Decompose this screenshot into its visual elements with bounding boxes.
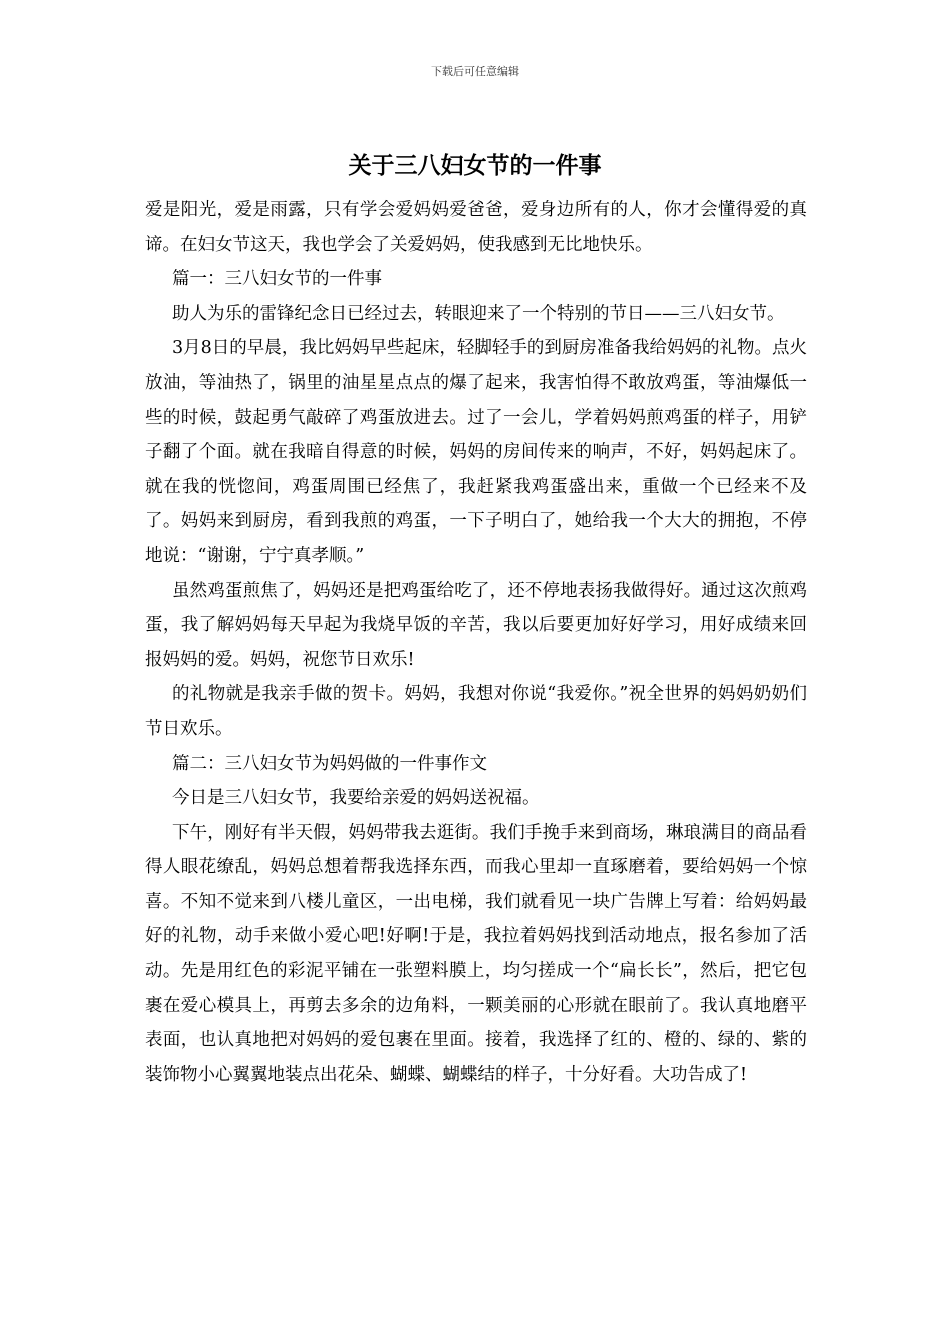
paragraph: 3月8日的早晨，我比妈妈早些起床，轻脚轻手的到厨房准备我给妈妈的礼物。点火放油，等油热了，锅里的油星星点点的爆了起来，我害怕得不敢放鸡蛋，等油爆低一些的时候，鼓起勇气敲碎了鸡蛋放进去。过了一会儿，学着妈妈煎鸡蛋的样子，用铲子翻了个面。就在我暗自得意的时候，妈妈的房间传来的响声，不好，妈妈起床了。就在我的恍惚间，鸡蛋周围已经焦了，我赶紧我鸡蛋盛出来，重做一个已经来不及了。妈妈来到厨房，看到我煎的鸡蛋，一下子明白了，她给我一个大大的拥抱，不停地说：“谢谢，宁宁真孝顺。” <box>145 338 807 566</box>
page-header-note: 下载后可任意编辑 <box>431 65 519 78</box>
paragraph-intro: 爱是阳光，爱是雨露，只有学会爱妈妈爱爸爸，爱身边所有的人，你才会懂得爱的真谛。在妇女节这天，我也学会了关爱妈妈，使我感到无比地快乐。 <box>145 200 807 255</box>
paragraph: 助人为乐的雷锋纪念日已经过去，转眼迎来了一个特别的节日——三八妇女节。 <box>172 303 785 324</box>
document-title: 关于三八妇女节的一件事 <box>348 153 602 179</box>
paragraph: 今日是三八妇女节，我要给亲爱的妈妈送祝福。 <box>172 788 540 809</box>
document-body <box>145 193 807 1092</box>
section-heading-2: 篇二：三八妇女节为妈妈做的一件事作文 <box>172 753 487 774</box>
paragraph: 的礼物就是我亲手做的贺卡。妈妈，我想对你说“我爱你。”祝全世界的妈妈奶奶们节日欢乐。 <box>145 684 807 739</box>
paragraph: 下午，刚好有半天假，妈妈带我去逛街。我们手挽手来到商场，琳琅满目的商品看得人眼花缭乱，妈妈总想着帮我选择东西，而我心里却一直琢磨着，要给妈妈一个惊喜。不知不觉来到八楼儿童区，一出电梯，我们就看见一块广告牌上写着：给妈妈最好的礼物，动手来做小爱心吧!好啊!于是，我拉着妈妈找到活动地点，报名参加了活动。先是用红色的彩泥平铺在一张塑料膜上，均匀搓成一个“扁长长”，然后，把它包裹在爱心模具上，再剪去多余的边角料，一颗美丽的心形就在眼前了。我认真地磨平表面，也认真地把对妈妈的爱包裹在里面。接着，我选择了红的、橙的、绿的、紫的装饰物小心翼翼地装点出花朵、蝴蝶、蝴蝶结的样子，十分好看。大功告成了! <box>145 822 807 1085</box>
paragraph: 虽然鸡蛋煎焦了，妈妈还是把鸡蛋给吃了，还不停地表扬我做得好。通过这次煎鸡蛋，我了解妈妈每天早起为我烧早饭的辛苦，我以后要更加好好学习，用好成绩来回报妈妈的爱。妈妈，祝您节日欢乐! <box>145 580 807 670</box>
section-heading-1: 篇一：三八妇女节的一件事 <box>172 269 382 290</box>
